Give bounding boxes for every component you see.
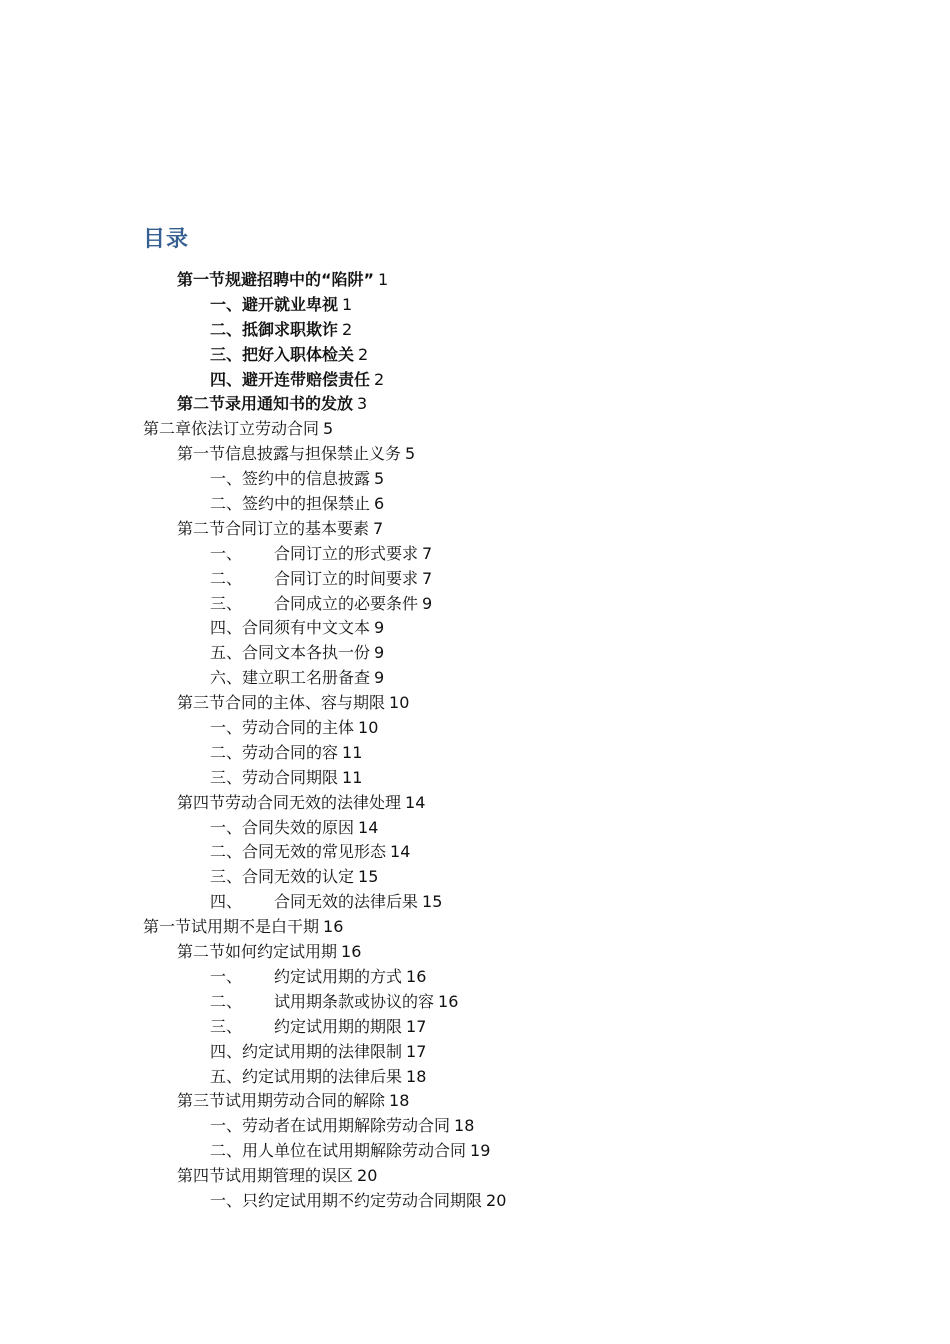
toc-entry[interactable] xyxy=(0,865,950,890)
toc-entry-text: 第二章依法订立劳动合同 xyxy=(143,419,320,439)
toc-entry[interactable] xyxy=(0,1089,950,1114)
toc-entry[interactable] xyxy=(0,766,950,791)
toc-entry-text: 二、劳动合同的容 xyxy=(210,742,339,762)
toc-entry[interactable] xyxy=(0,990,950,1015)
toc-entry-prefix: 一、 xyxy=(210,966,243,986)
toc-entry-text: 第一节规避招聘中的“陷阱” xyxy=(177,270,375,289)
toc-entry-page-number: 20 xyxy=(486,1190,507,1210)
toc-entry[interactable] xyxy=(0,417,950,442)
toc-entry-page-number: 1 xyxy=(342,294,353,314)
toc-entry[interactable] xyxy=(0,542,950,567)
toc-entry-text: 第二节如何约定试用期 xyxy=(177,942,338,962)
toc-entry-text: 第二节录用通知书的发放 xyxy=(177,394,354,414)
toc-entry-text: 合同订立的时间要求 xyxy=(274,568,419,588)
toc-entry[interactable] xyxy=(0,816,950,841)
toc-entry[interactable] xyxy=(0,716,950,741)
toc-entry-page-number: 17 xyxy=(406,1016,427,1036)
toc-entry[interactable] xyxy=(0,641,950,666)
toc-title: 目录 xyxy=(143,227,190,252)
toc-entry-text: 约定试用期的方式 xyxy=(274,966,403,986)
toc-entry-page-number: 10 xyxy=(389,693,410,713)
toc-entry-text: 五、合同文本各执一份 xyxy=(210,643,371,663)
toc-entry-page-number: 9 xyxy=(422,593,433,613)
toc-entry-page-number: 16 xyxy=(406,966,427,986)
toc-entry-text: 合同订立的形式要求 xyxy=(274,543,419,563)
toc-entry-text: 一、避开就业卑视 xyxy=(210,294,339,314)
toc-entry-page-number: 2 xyxy=(358,344,369,364)
toc-entry-text: 二、合同无效的常见形态 xyxy=(210,842,387,862)
toc-entry-page-number: 10 xyxy=(358,718,379,738)
toc-entry-page-number: 19 xyxy=(470,1141,491,1161)
toc-entry-page-number: 5 xyxy=(405,444,416,464)
toc-entry[interactable] xyxy=(0,467,950,492)
toc-entry-page-number: 17 xyxy=(406,1041,427,1061)
toc-entry-text: 一、合同失效的原因 xyxy=(210,817,355,837)
toc-entry-text: 约定试用期的期限 xyxy=(274,1016,403,1036)
toc-entry-page-number: 7 xyxy=(422,568,433,588)
toc-entry[interactable] xyxy=(0,965,950,990)
toc-entry-prefix: 二、 xyxy=(210,991,243,1011)
toc-entry[interactable] xyxy=(0,368,950,393)
toc-entry[interactable] xyxy=(0,318,950,343)
toc-entry[interactable] xyxy=(0,293,950,318)
toc-entry-prefix: 二、 xyxy=(210,568,243,588)
toc-entry[interactable] xyxy=(0,567,950,592)
toc-entry[interactable] xyxy=(0,666,950,691)
toc-entry-text: 三、把好入职体检关 xyxy=(210,344,355,364)
toc-entry[interactable] xyxy=(0,1015,950,1040)
toc-entry[interactable] xyxy=(0,343,950,368)
toc-entry-page-number: 18 xyxy=(389,1091,410,1111)
toc-entry[interactable] xyxy=(0,1139,950,1164)
toc-entry-page-number: 2 xyxy=(374,369,385,389)
toc-entry-page-number: 7 xyxy=(373,518,384,538)
toc-entry-text: 第四节劳动合同无效的法律处理 xyxy=(177,792,402,812)
toc-entry-page-number: 14 xyxy=(358,817,379,837)
toc-entry-text: 二、用人单位在试用期解除劳动合同 xyxy=(210,1141,467,1161)
toc-entry-page-number: 16 xyxy=(438,991,459,1011)
toc-entry-page-number: 20 xyxy=(357,1166,378,1186)
toc-entry-text: 第一节试用期不是白干期 xyxy=(143,917,320,937)
toc-entry-page-number: 3 xyxy=(357,394,368,414)
toc-entry-page-number: 1 xyxy=(378,270,389,289)
toc-entry-page-number: 15 xyxy=(422,892,443,912)
toc-entry-prefix: 一、 xyxy=(210,543,243,563)
toc-entry-prefix: 三、 xyxy=(210,1016,243,1036)
toc-entry-page-number: 14 xyxy=(390,842,411,862)
toc-list xyxy=(0,268,950,1214)
toc-entry-text: 三、合同无效的认定 xyxy=(210,867,355,887)
toc-entry[interactable] xyxy=(0,592,950,617)
toc-entry-text: 四、约定试用期的法律限制 xyxy=(210,1041,403,1061)
toc-entry-page-number: 18 xyxy=(454,1116,475,1136)
toc-entry[interactable] xyxy=(0,1189,950,1214)
toc-entry-page-number: 9 xyxy=(374,618,385,638)
toc-entry-page-number: 11 xyxy=(342,742,363,762)
toc-entry-text: 三、劳动合同期限 xyxy=(210,767,339,787)
toc-entry[interactable] xyxy=(0,691,950,716)
toc-entry-page-number: 5 xyxy=(323,419,334,439)
toc-entry[interactable] xyxy=(0,741,950,766)
toc-entry[interactable] xyxy=(0,268,950,293)
toc-entry[interactable] xyxy=(0,940,950,965)
toc-entry-text: 合同无效的法律后果 xyxy=(274,892,419,912)
toc-entry[interactable] xyxy=(0,616,950,641)
toc-entry-prefix: 三、 xyxy=(210,593,243,613)
toc-entry[interactable] xyxy=(0,492,950,517)
toc-entry-text: 五、约定试用期的法律后果 xyxy=(210,1066,403,1086)
toc-entry[interactable] xyxy=(0,442,950,467)
toc-entry-text: 一、劳动者在试用期解除劳动合同 xyxy=(210,1116,451,1136)
toc-entry-page-number: 14 xyxy=(405,792,426,812)
toc-entry-text: 第三节合同的主体、容与期限 xyxy=(177,693,386,713)
toc-entry-text: 第二节合同订立的基本要素 xyxy=(177,518,370,538)
toc-entry-page-number: 18 xyxy=(406,1066,427,1086)
toc-entry-page-number: 16 xyxy=(323,917,344,937)
toc-entry-text: 二、抵御求职欺诈 xyxy=(210,319,339,339)
toc-entry-text: 一、劳动合同的主体 xyxy=(210,718,355,738)
toc-entry-page-number: 9 xyxy=(374,668,385,688)
toc-entry-text: 四、避开连带赔偿责任 xyxy=(210,369,371,389)
toc-entry[interactable] xyxy=(0,392,950,417)
toc-entry-page-number: 6 xyxy=(374,494,385,514)
toc-entry[interactable] xyxy=(0,915,950,940)
toc-entry-text: 试用期条款或协议的容 xyxy=(274,991,435,1011)
toc-entry-text: 一、签约中的信息披露 xyxy=(210,469,371,489)
toc-entry[interactable] xyxy=(0,791,950,816)
toc-entry-text: 合同成立的必要条件 xyxy=(274,593,419,613)
toc-entry-text: 二、签约中的担保禁止 xyxy=(210,494,371,514)
toc-entry-prefix: 四、 xyxy=(210,892,243,912)
toc-entry[interactable] xyxy=(0,1114,950,1139)
toc-entry[interactable] xyxy=(0,840,950,865)
toc-entry-text: 第一节信息披露与担保禁止义务 xyxy=(177,444,402,464)
toc-entry-page-number: 16 xyxy=(341,942,362,962)
toc-entry-page-number: 2 xyxy=(342,319,353,339)
toc-entry-page-number: 15 xyxy=(358,867,379,887)
toc-entry-page-number: 5 xyxy=(374,469,385,489)
toc-entry-text: 第三节试用期劳动合同的解除 xyxy=(177,1091,386,1111)
toc-entry-text: 一、只约定试用期不约定劳动合同期限 xyxy=(210,1190,483,1210)
toc-entry[interactable] xyxy=(0,1040,950,1065)
toc-entry-page-number: 11 xyxy=(342,767,363,787)
toc-entry[interactable] xyxy=(0,890,950,915)
toc-entry[interactable] xyxy=(0,1065,950,1090)
toc-entry-text: 六、建立职工名册备查 xyxy=(210,668,371,688)
toc-entry-page-number: 7 xyxy=(422,543,433,563)
toc-entry-text: 四、合同须有中文文本 xyxy=(210,618,371,638)
toc-entry-page-number: 9 xyxy=(374,643,385,663)
toc-entry-text: 第四节试用期管理的误区 xyxy=(177,1166,354,1186)
toc-entry[interactable] xyxy=(0,517,950,542)
toc-entry[interactable] xyxy=(0,1164,950,1189)
